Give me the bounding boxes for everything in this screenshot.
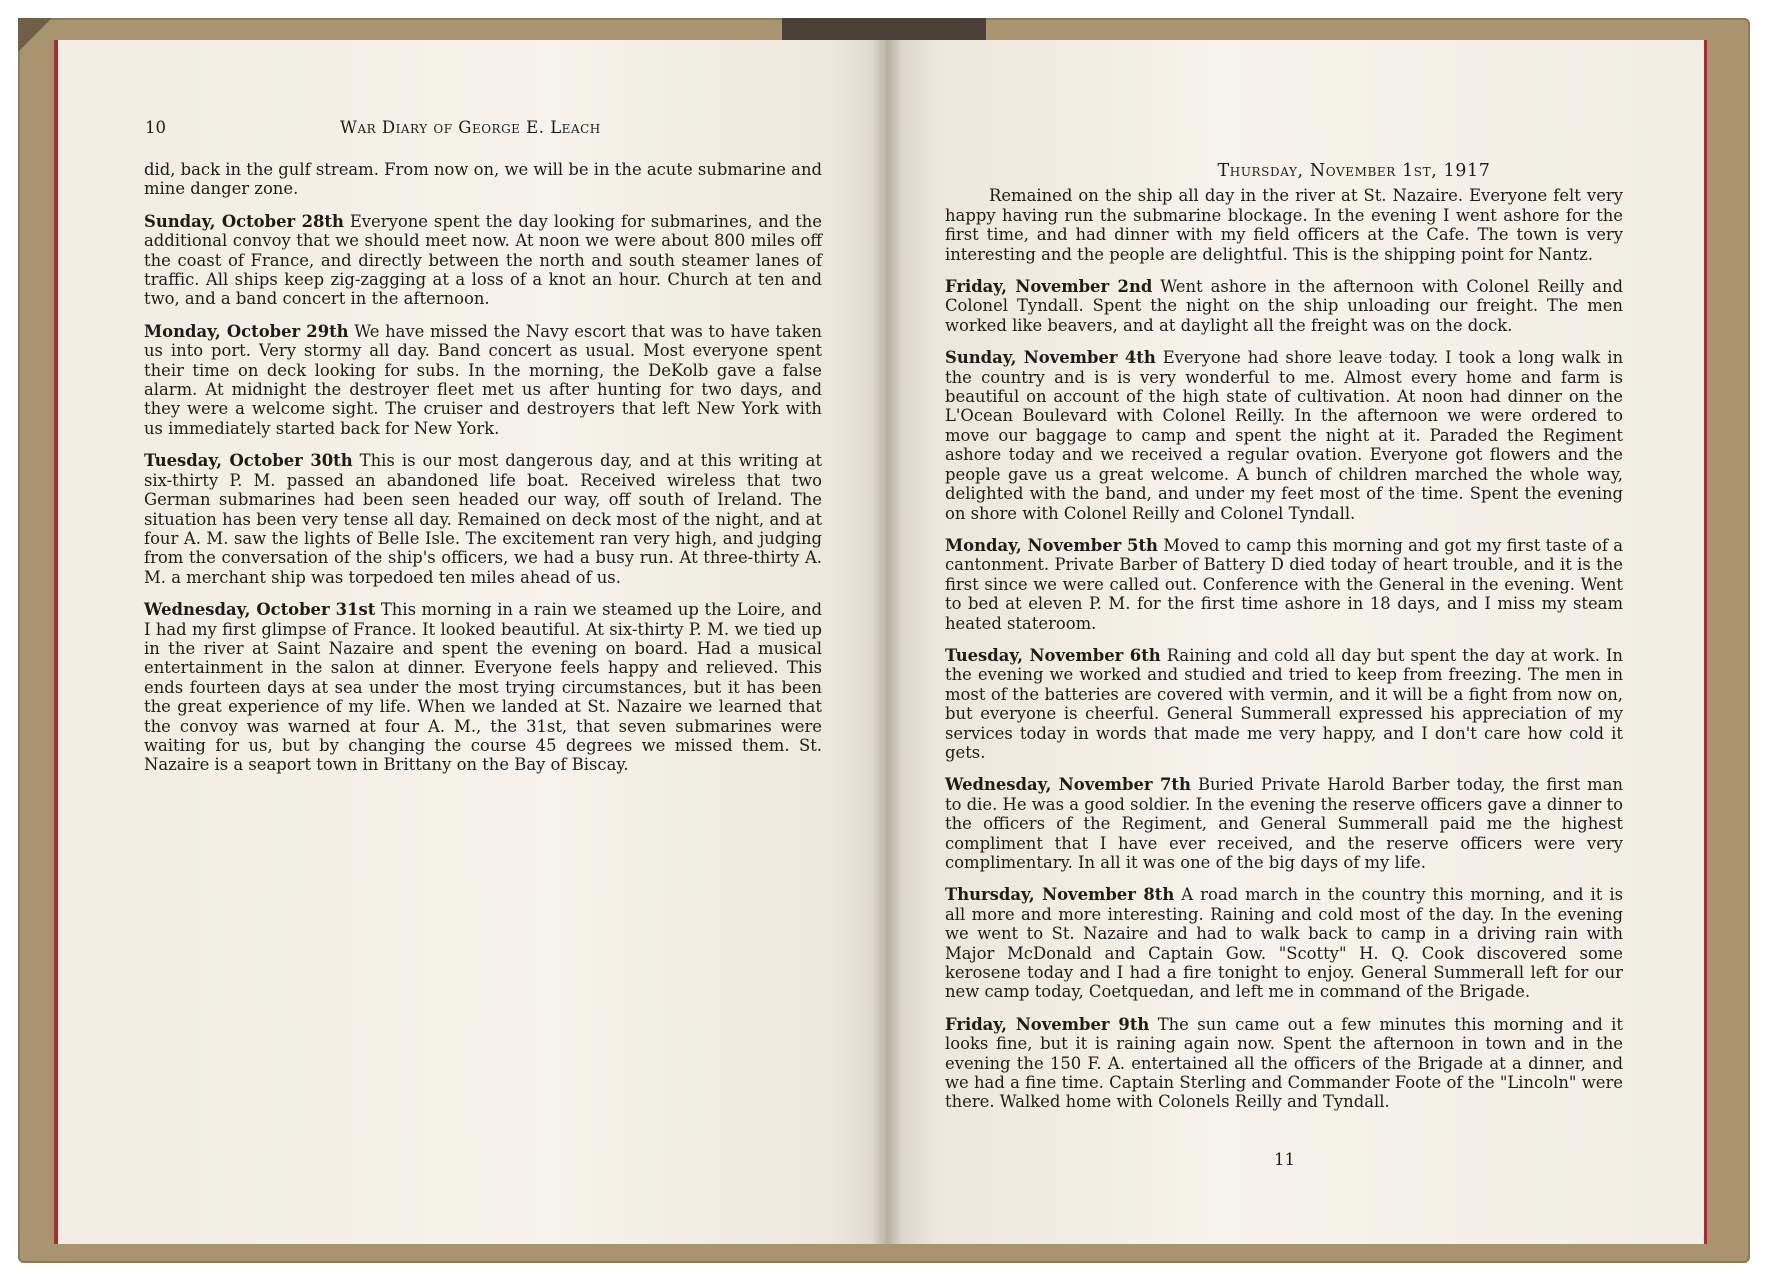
entry-text: Remained on the ship all day in the river at St. Nazaire. Everyone felt very happy having run the submarine blockage. In the evening I went ashore for the first time, and had dinner with my field officers at the Cafe. The town is very interesting and the people are delightful. This is the shipping point for Nantz. bbox=[945, 186, 1623, 264]
entry-date: Monday, November 5th bbox=[945, 535, 1158, 555]
entry-date: Sunday, October 28th bbox=[144, 211, 344, 231]
entry-date: Friday, November 9th bbox=[945, 1014, 1150, 1034]
entry-text: Everyone had shore leave today. I took a long walk in the country and is is very wonderful to me. Almost every home and farm is beautiful on account of the high state of cultivation. At noon had dinner on the L'Ocean Boulevard with Colonel Reilly. In the afternoon we were ordered to move our baggage to camp and spent the night at it. Paraded the Regiment ashore today and we received a regular ovation. Everyone got flowers and the people gave us a great welcome. A bunch of children marched the whole way, delighted with the band, and under my feet most of the time. Spent the evening on shore with Colonel Reilly and Colonel Tyndall. bbox=[945, 348, 1624, 523]
entry-date: Monday, October 29th bbox=[144, 321, 349, 341]
book-gutter bbox=[872, 40, 902, 1244]
entry-date: Wednesday, October 31st bbox=[144, 600, 376, 620]
diary-entry bbox=[945, 775, 1623, 872]
entry-date: Tuesday, November 6th bbox=[945, 645, 1161, 665]
diary-entry bbox=[945, 885, 1623, 1001]
diary-entry bbox=[144, 322, 822, 438]
entry-date: Wednesday, November 7th bbox=[945, 775, 1191, 795]
entry-date: Sunday, November 4th bbox=[945, 348, 1156, 368]
right-page-text bbox=[945, 162, 1623, 1125]
left-page-text bbox=[144, 160, 822, 788]
entry-text: A road march in the country this morning, and it is all more and more interesting. Raining and cold most of the day. In the evening we went to St. Nazaire and had to walk back to camp in a driving rain with Major McDonald and Captain Gow. "Scotty" H. Q. Cook discovered some kerosene today and I had a fire tonight to enjoy. General Summerall left for our new camp today, Coetquedan, and left me in command of the Brigade. bbox=[945, 885, 1623, 1002]
diary-entry bbox=[945, 348, 1623, 523]
diary-entry bbox=[945, 186, 1623, 264]
diary-entry bbox=[945, 536, 1623, 633]
diary-entry bbox=[144, 451, 822, 587]
diary-entry bbox=[144, 600, 822, 775]
left-page-number: 10 bbox=[145, 118, 166, 137]
entry-text: This is our most dangerous day, and at this writing at six-thirty P. M. passed an abandoned life boat. Received wireless that two German submarines had been seen headed our way, off south of Ireland. The situation has been very tense all day. Remained on deck most of the night, and at four A. M. saw the lights of Belle Isle. The excitement ran very high, and judging from the conversation of the ship's officers, we had a busy run. At three-thirty A. M. a merchant ship was torpedoed ten miles ahead of us. bbox=[144, 451, 822, 587]
entry-text: Went ashore in the afternoon with Colonel Reilly and Colonel Tyndall. Spent the night on the ship unloading our freight. The men worked like beavers, and at daylight all the freight was on the dock. bbox=[945, 277, 1623, 335]
entry-text: The sun came out a few minutes this morning and it looks fine, but it is raining again now. Spent the afternoon in town and in the evening the 150 F. A. entertained all the officers of the Brigade at a dinner, and we had a fine time. Captain Sterling and Commander Foote of the "Lincoln" were there. Walked home with Colonels Reilly and Tyndall. bbox=[945, 1014, 1623, 1112]
diary-entry bbox=[945, 1015, 1623, 1112]
entry-date: Thursday, November 8th bbox=[945, 885, 1175, 905]
diary-entry bbox=[144, 160, 822, 199]
entry-text: did, back in the gulf stream. From now on, we will be in the acute submarine and mine danger zone. bbox=[144, 160, 822, 199]
diary-entry bbox=[945, 277, 1623, 335]
running-title bbox=[340, 118, 601, 137]
entry-date: Friday, November 2nd bbox=[945, 277, 1153, 297]
date-heading bbox=[945, 162, 1623, 181]
date-heading-text: Thursday, November 1st, 1917 bbox=[1217, 161, 1491, 181]
entry-text: Buried Private Harold Barber today, the first man to die. He was a good soldier. In the evening the reserve officers gave a dinner to the officers of the Regiment, and General Summerall paid me the highest compliment that I have ever received, and the reserve officers were very complimentary. In all it was one of the big days of my life. bbox=[945, 775, 1623, 872]
diary-entry bbox=[144, 212, 822, 309]
entry-text: Moved to camp this morning and got my first taste of a cantonment. Private Barber of Battery D died today of heart trouble, and it is the first since we were called out. Conference with the General in the evening. Went to bed at eleven P. M. for the first time ashore in 18 days, and I miss my steam heated stateroom. bbox=[945, 535, 1624, 633]
running-title-text: War Diary of George E. Leach bbox=[340, 118, 601, 137]
entry-text: We have missed the Navy escort that was to have taken us into port. Very stormy all day. Band concert as usual. Most everyone spent their time on deck looking for subs. In the morning, the DeKolb gave a false alarm. At midnight the destroyer fleet met us after hunting for two days, and they were a welcome sight. The cruiser and destroyers that left New York with us immediately started back for New York. bbox=[144, 321, 822, 438]
entry-text: This morning in a rain we steamed up the Loire, and I had my first glimpse of France. It looked beautiful. At six-thirty P. M. we tied up in the river at Saint Nazaire and spent the evening on board. Had a musical entertainment in the salon at dinner. Everyone feels happy and relieved. This ends fourteen days at sea under the most trying circumstances, but it has been the great experience of my life. When we landed at St. Nazaire we learned that the convoy was warned at four A. M., the 31st, that seven submarines were waiting for us, but by changing the course 45 degrees we missed them. St. Nazaire is a seaport town in Brittany on the Bay of Biscay. bbox=[144, 600, 822, 775]
diary-entry bbox=[945, 646, 1623, 762]
entry-text: Raining and cold all day but spent the day at work. In the evening we worked and studied and tried to keep from freezing. The men in most of the batteries are covered with vermin, and it will be a fight from now on, but everyone is cheerful. General Summerall expressed his appreciation of my services today in words that made me very happy, and I don't care how cold it gets. bbox=[945, 645, 1623, 762]
entry-date: Tuesday, October 30th bbox=[144, 451, 353, 471]
right-page-number: 11 bbox=[1274, 1150, 1295, 1169]
entry-text: Everyone spent the day looking for submarines, and the additional convoy that we should meet now. At noon we were about 800 miles off the coast of France, and directly between the north and south steamer lanes of traffic. All ships keep zig-zagging at a loss of a knot an hour. Church at ten and two, and a band concert in the afternoon. bbox=[144, 211, 822, 309]
